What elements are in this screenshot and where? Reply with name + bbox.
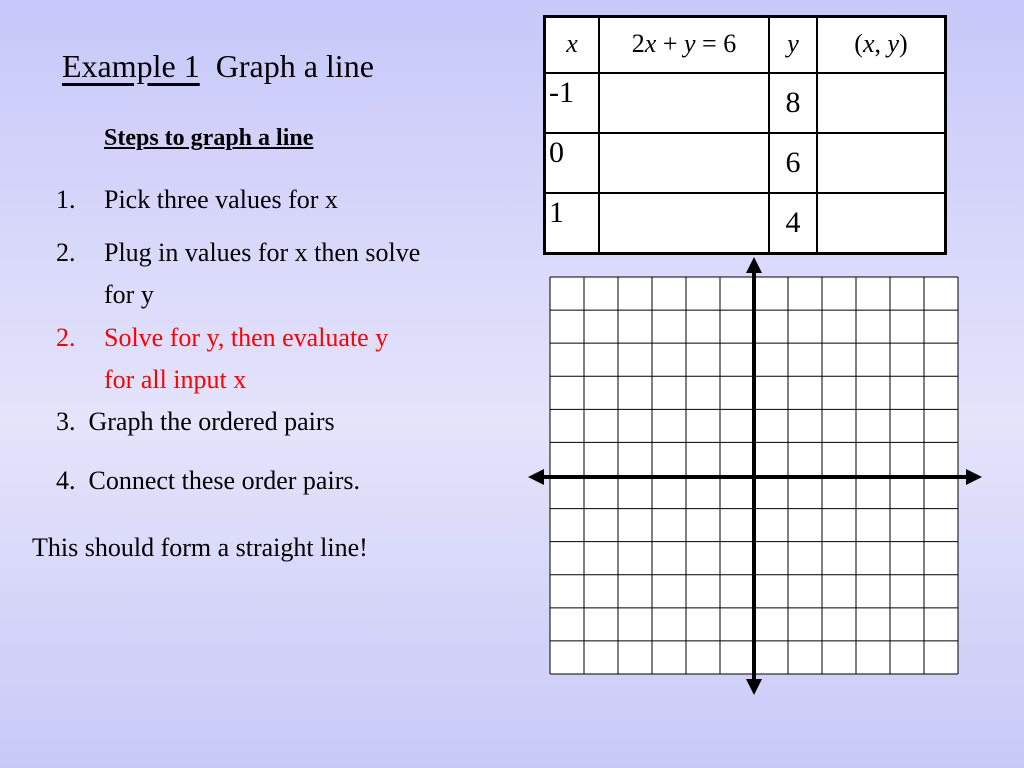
step-number: 2. [56, 323, 76, 352]
step-text: Graph the ordered pairs [88, 407, 335, 436]
cell-x: -1 [545, 73, 600, 133]
cell-y: 8 [769, 73, 817, 133]
y-axis-bottom-arrow [746, 679, 762, 695]
step-number: 4. [56, 466, 76, 495]
step-number: 1. [56, 185, 76, 214]
step-text: Pick three values for x [104, 185, 338, 214]
cell-y: 4 [769, 193, 817, 254]
y-axis-top-arrow [746, 257, 762, 273]
x-axis-left-arrow [528, 469, 544, 485]
step-2-alternate-continuation: for all input x [104, 365, 247, 394]
closing-note: This should form a straight line! [32, 533, 368, 562]
cell-y: 6 [769, 133, 817, 193]
x-axis-right-arrow [966, 469, 982, 485]
step-2-continuation: for y [104, 280, 154, 309]
step-text: Plug in values for x then solve [104, 238, 421, 267]
header-pair: (x, y) [817, 17, 946, 74]
step-text: Solve for y, then evaluate y [104, 323, 389, 352]
step-text: Connect these order pairs. [88, 466, 360, 495]
header-x: x [545, 17, 600, 74]
header-equation: 2x + y = 6 [599, 17, 769, 74]
title-example-label: Example 1 [62, 48, 200, 84]
step-number: 3. [56, 407, 76, 436]
cell-x: 0 [545, 133, 600, 193]
title-text: Graph a line [215, 48, 374, 84]
header-y: y [769, 17, 817, 74]
steps-heading: Steps to graph a line [104, 125, 314, 151]
cell-x: 1 [545, 193, 600, 254]
step-number: 2. [56, 238, 76, 267]
